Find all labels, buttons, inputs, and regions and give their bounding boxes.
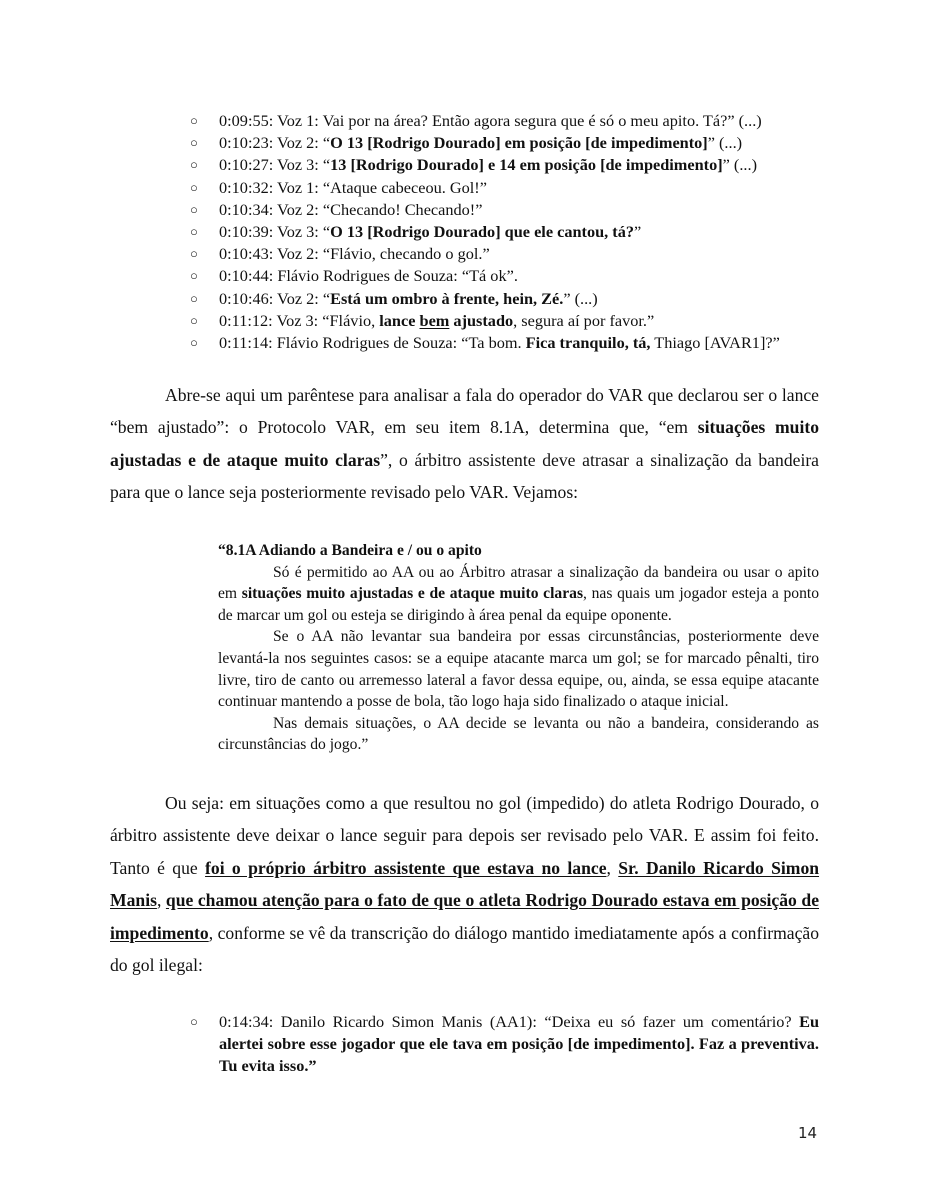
text-run: Abre-se aqui um parêntese para analisar a fala do operador do VAR que declarou ser o lance “bem ajustado”: o Protocolo VAR, em seu item 8.1A, determina que, “em (110, 385, 819, 438)
bullet-circle-icon: ○ (190, 335, 198, 351)
bullet-circle-icon: ○ (190, 268, 198, 284)
text-run: 0:10:32: Voz 1: “Ataque cabeceou. Gol!” (219, 177, 487, 197)
emphasis-text: situações muito ajustadas e de ataque muito claras (241, 585, 584, 603)
emphasis-text: situações muito ajustadas e de ataque muito claras (110, 417, 820, 470)
emphasis-text: O 13 [Rodrigo Dourado] que ele cantou, tá? (330, 222, 635, 242)
text-run: ” (634, 222, 642, 242)
transcript-item (190, 199, 830, 221)
text-run: 0:10:23: Voz 2: “ (219, 133, 331, 153)
text-run: , (156, 890, 166, 911)
emphasis-underlined-text: bem (419, 310, 450, 330)
emphasis-text: O 13 [Rodrigo Dourado] em posição [de impedimento] (330, 133, 708, 153)
text-run: Só é permitido ao AA ou ao Árbitro atrasar a sinalização da bandeira ou usar o apito em (218, 563, 819, 603)
bullet-circle-icon: ○ (190, 1014, 198, 1029)
text-run: ” (...) (707, 133, 743, 153)
text-run: 0:14:34: Danilo Ricardo Simon Manis (AA1): “Deixa eu só fazer um comentário? (219, 1012, 800, 1031)
page-number: 14 (798, 1124, 818, 1142)
emphasis-underlined-text: Sr. Danilo Ricardo Simon Manis (110, 857, 820, 911)
emphasis-text: Está um ombro à frente, hein, Zé. (330, 288, 564, 308)
transcript-item (190, 288, 830, 310)
text-run: , conforme se vê da transcrição do diálogo mantido imediatamente após a confirmação do gol ilegal: (110, 922, 819, 976)
text-run: ” (...) (722, 155, 757, 175)
text-run: Ou seja: em situações como a que resultou no gol (impedido) do atleta Rodrigo Dourado, o árbitro assistente deve deixar o lance seguir para depois ser revisado pelo VAR. E assim foi feito. Tanto é que (110, 793, 819, 878)
transcript-item (190, 243, 830, 265)
final-transcript-text (190, 1011, 819, 1078)
transcript-item (190, 154, 830, 176)
transcript-item (190, 177, 830, 199)
transcript-item (190, 265, 830, 287)
transcript-item (190, 110, 830, 132)
transcript-item (190, 310, 830, 332)
text-run: Nas demais situações, o AA decide se levanta ou não a bandeira, considerando as circunstâncias do jogo.” (218, 714, 819, 754)
emphasis-underlined-text: que chamou atenção para o fato de que o atleta Rodrigo Dourado estava em posição de impedimento (110, 890, 820, 943)
text-run: Se o AA não levantar sua bandeira por essas circunstâncias, posteriormente deve levantá-la nos seguintes casos: se a equipe atacante marca um gol; se for marcado pênalti, tiro livre, tiro de canto ou arremesso lateral a favor dessa equipe, ou, ainda, se essa equipe atacante continuar mantendo a posse de bola, tão logo haja sido finalizado o ataque inicial. (218, 628, 819, 711)
text-run: ”, o árbitro assistente deve atrasar a sinalização da bandeira para que o lance seja posteriormente revisado pelo VAR. Vejamos: (110, 449, 819, 503)
emphasis-underlined-text: foi o próprio árbitro assistente que estava no lance (205, 857, 607, 878)
emphasis-text: lance (379, 310, 420, 330)
text-run: 0:10:39: Voz 3: “ (219, 222, 331, 242)
text-run: 0:09:55: Voz 1: Vai por na área? Então agora segura que é só o meu apito. Tá?” (...) (219, 111, 762, 130)
text-run: 0:10:44: Flávio Rodrigues de Souza: “Tá ok”. (219, 266, 518, 286)
text-run: 0:10:46: Voz 2: “ (219, 288, 331, 308)
bullet-circle-icon: ○ (190, 201, 198, 217)
transcript-item (190, 221, 830, 243)
emphasis-text: ajustado (449, 310, 514, 330)
emphasis-text: Fica tranquilo, tá, (525, 333, 651, 353)
paragraph-var-protocol (110, 379, 819, 509)
text-run: ” (...) (563, 288, 598, 308)
bullet-circle-icon: ○ (190, 113, 198, 128)
paragraph-conclusion (110, 787, 819, 981)
bullet-circle-icon: ○ (190, 290, 198, 306)
final-transcript-item (190, 1011, 819, 1078)
bullet-circle-icon: ○ (190, 135, 198, 151)
text-run: , (606, 857, 619, 878)
bullet-circle-icon: ○ (190, 246, 198, 262)
bullet-circle-icon: ○ (190, 179, 198, 195)
text-run: 0:11:12: Voz 3: “Flávio, (219, 310, 380, 330)
quote-paragraph (218, 626, 819, 712)
text-run: Thiago [AVAR1]?” (650, 333, 780, 353)
quote-paragraph (218, 562, 819, 627)
quote-paragraph (218, 713, 819, 756)
transcript-list (190, 110, 830, 354)
transcript-item (190, 332, 830, 354)
emphasis-text: 13 [Rodrigo Dourado] e 14 em posição [de impedimento] (330, 155, 723, 175)
bullet-circle-icon: ○ (190, 312, 198, 328)
text-run: 0:10:34: Voz 2: “Checando! Checando!” (219, 199, 483, 219)
protocol-quote (218, 540, 819, 756)
text-run: , nas quais um jogador esteja a ponto de marcar um gol ou esteja se dirigindo à área penal da equipe oponente. (218, 585, 819, 624)
text-run: 0:11:14: Flávio Rodrigues de Souza: “Ta bom. (219, 333, 526, 353)
emphasis-text: Eu alertei sobre esse jogador que ele tava em posição [de impedimento]. Faz a preventiva. Tu evita isso.” (219, 1012, 819, 1076)
text-run: 0:10:27: Voz 3: “ (219, 155, 331, 175)
transcript-item (190, 132, 830, 154)
bullet-circle-icon: ○ (190, 224, 198, 240)
text-run: , segura aí por favor.” (513, 310, 655, 330)
text-run: 0:10:43: Voz 2: “Flávio, checando o gol.” (219, 244, 490, 264)
bullet-circle-icon: ○ (190, 157, 198, 173)
quote-title: “8.1A Adiando a Bandeira e / ou o apito (218, 542, 482, 559)
